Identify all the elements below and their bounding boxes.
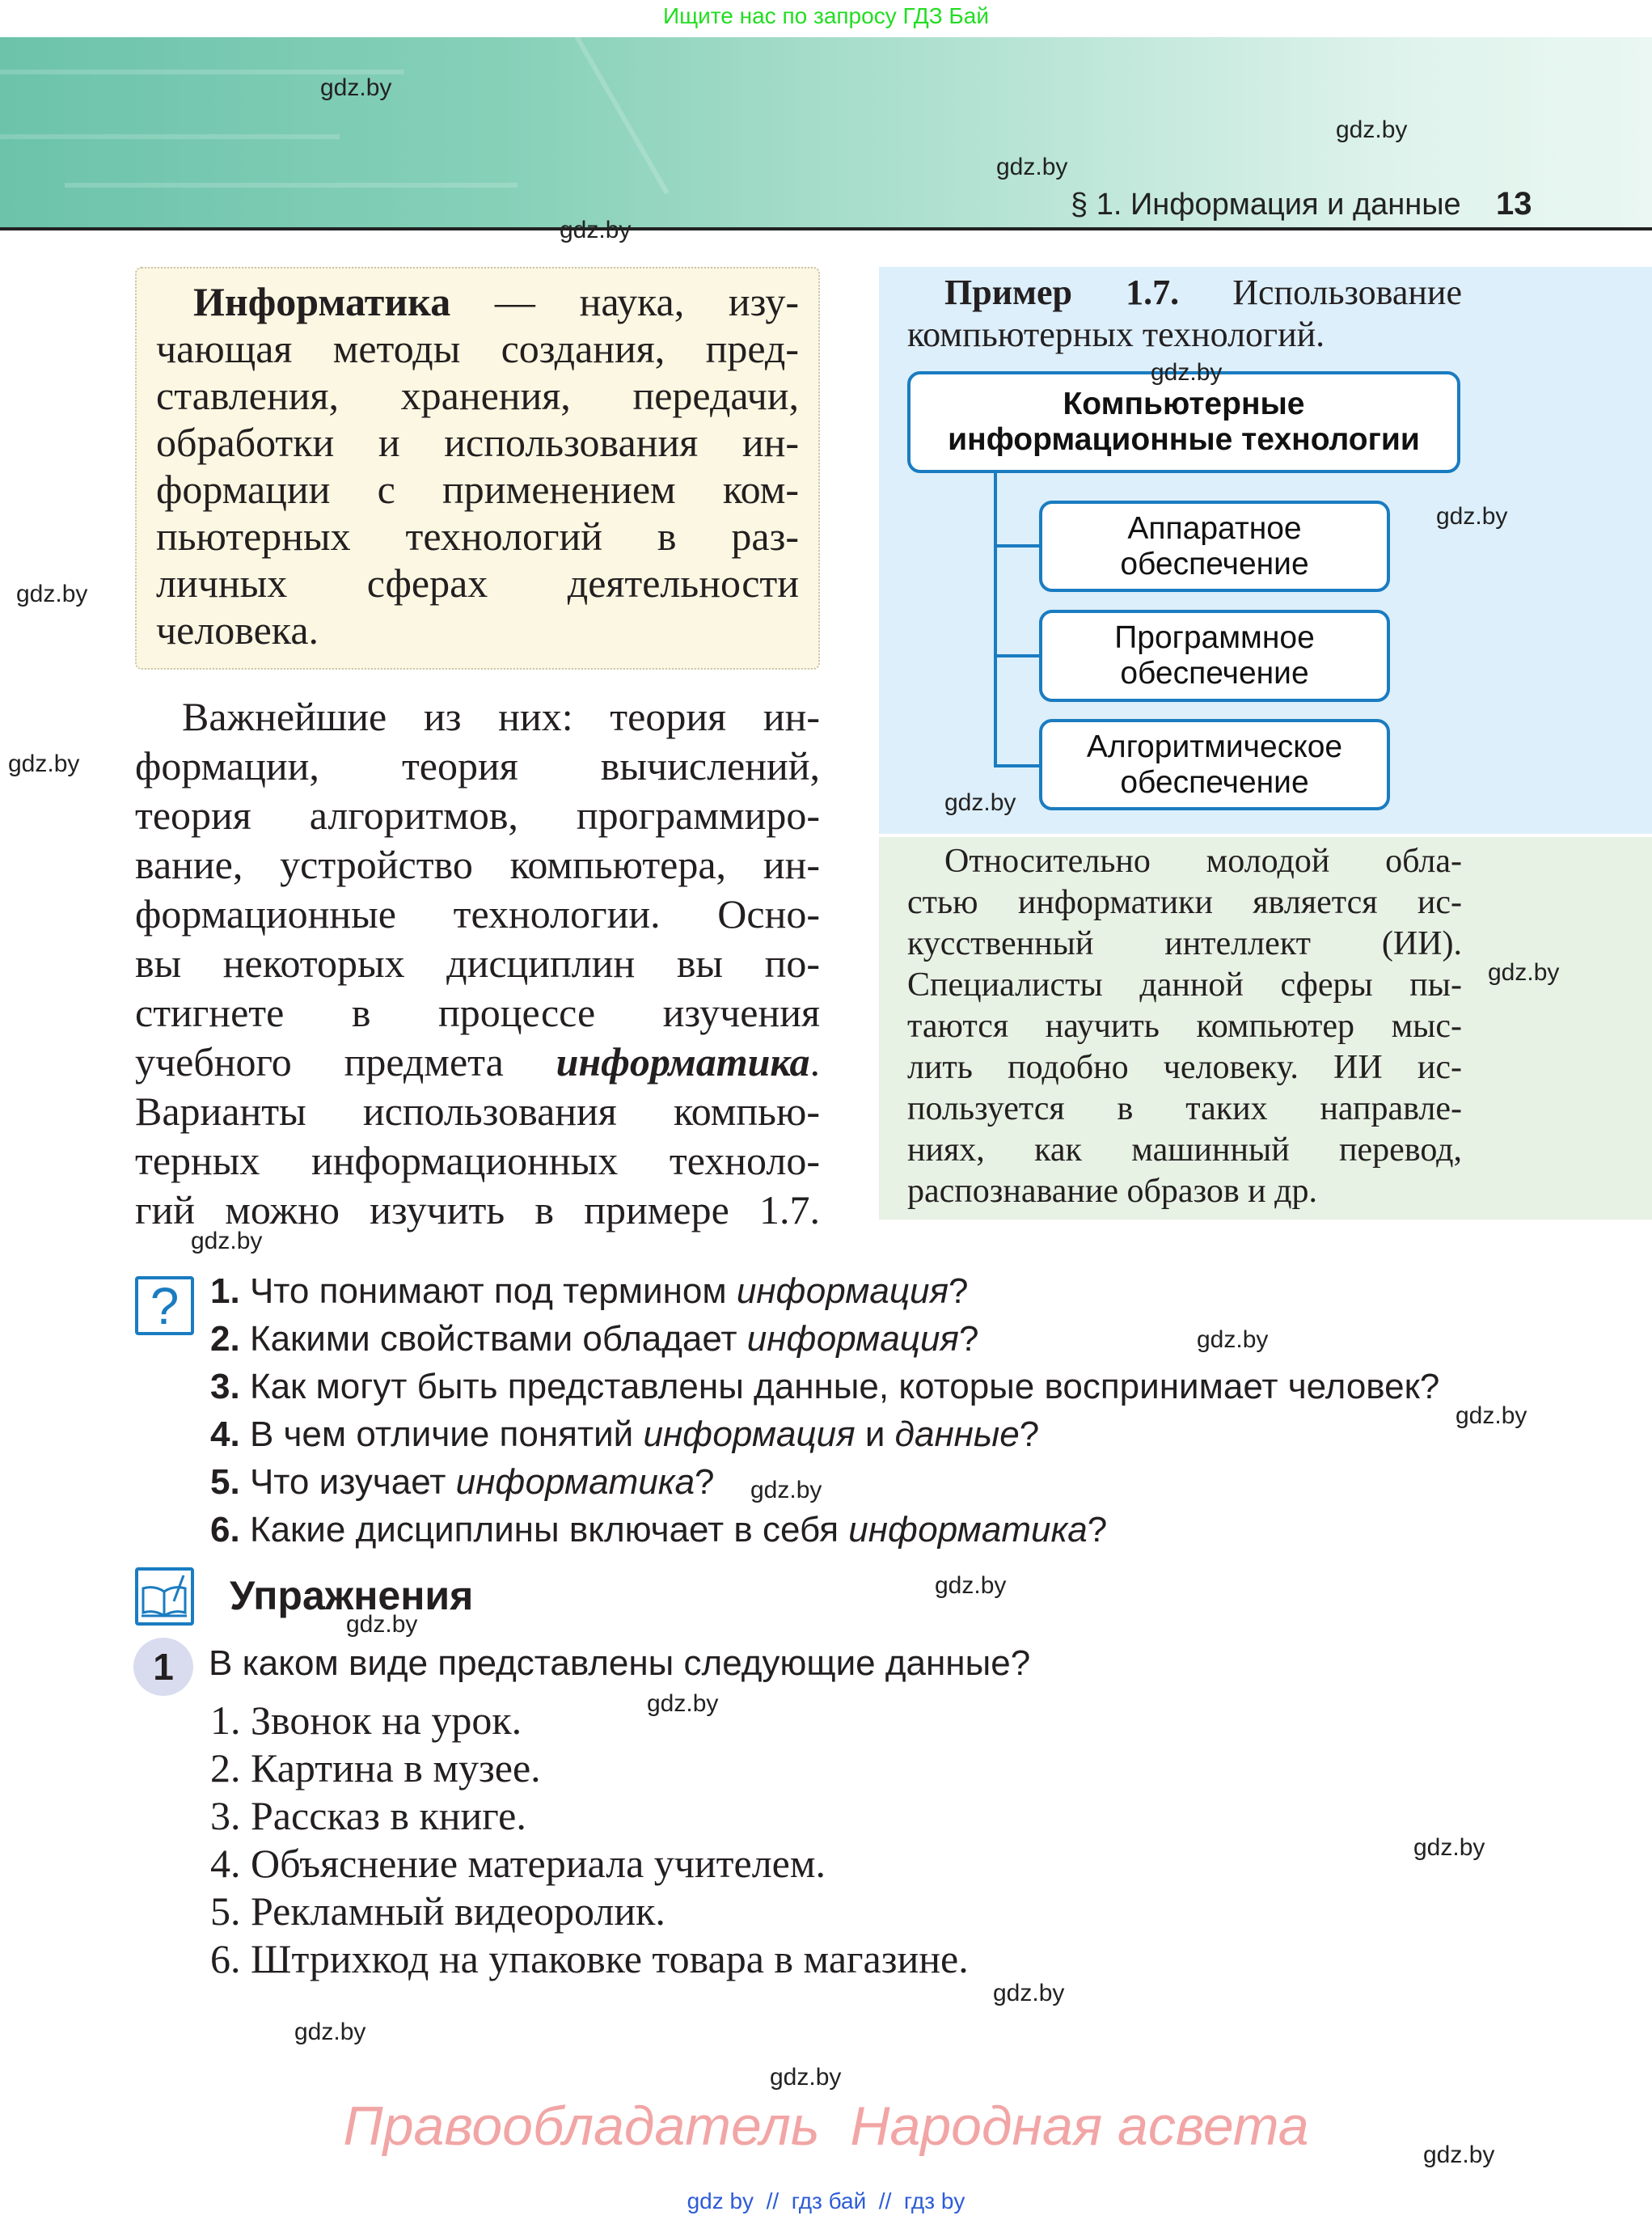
para-line: гий можно изучить в примере 1.7. bbox=[135, 1187, 820, 1233]
question-emphasis: данные bbox=[894, 1414, 1020, 1454]
question-text: Что изучает bbox=[249, 1462, 456, 1502]
question-icon: ? bbox=[135, 1276, 194, 1335]
question-text: ? bbox=[695, 1462, 715, 1502]
para-line: Варианты использования компью- bbox=[135, 1089, 820, 1134]
para-line: формации, теория вычислений, bbox=[135, 743, 820, 789]
question-number: 1. bbox=[210, 1271, 240, 1311]
para-line: вание, устройство компьютера, ин- bbox=[135, 842, 820, 887]
exercises-heading: Упражнения bbox=[230, 1573, 474, 1618]
question-emphasis: информатика bbox=[455, 1462, 695, 1502]
watermark: gdz.by bbox=[1436, 503, 1508, 530]
definition-line: чающая методы создания, пред- bbox=[156, 326, 799, 371]
question-item bbox=[210, 1271, 968, 1312]
question-number: 6. bbox=[210, 1510, 240, 1550]
question-item bbox=[210, 1462, 715, 1503]
ai-line: Относительно молодой обла- bbox=[944, 843, 1462, 880]
watermark: gdz.by bbox=[1197, 1326, 1269, 1353]
example-label: Пример 1.7. bbox=[944, 273, 1180, 312]
copyright-owner: Правообладатель Народная асвета bbox=[343, 2095, 1309, 2157]
exercise-item: 2. Картина в музее. bbox=[210, 1745, 541, 1791]
para-line: формационные технологии. Осно- bbox=[135, 891, 820, 937]
definition-line: ставления, хранения, передачи, bbox=[156, 373, 799, 418]
question-text: ? bbox=[958, 1319, 979, 1359]
watermark: gdz.by bbox=[560, 217, 632, 243]
para-line: теория алгоритмов, программиро- bbox=[135, 793, 820, 838]
ai-line: пользуется в таких направле- bbox=[907, 1090, 1462, 1127]
ai-note-text bbox=[907, 841, 1462, 1212]
body-paragraph bbox=[135, 692, 820, 1235]
exercise-question: В каком виде представлены следующие данные? bbox=[209, 1643, 1031, 1683]
diagram-connector bbox=[994, 472, 997, 767]
question-text: Что понимают под термином bbox=[249, 1271, 737, 1311]
ai-line: распознавание образов и др. bbox=[907, 1173, 1318, 1210]
watermark: gdz.by bbox=[647, 1690, 719, 1717]
question-text: ? bbox=[1019, 1414, 1040, 1454]
exercise-item: 5. Рекламный видеоролик. bbox=[210, 1888, 665, 1934]
para-line: терных информационных техноло- bbox=[135, 1138, 820, 1183]
page-number: 13 bbox=[1496, 186, 1532, 222]
para-text: учебного предмета bbox=[135, 1039, 556, 1085]
watermark: gdz.by bbox=[750, 1477, 822, 1503]
diagram-child-hardware bbox=[1039, 501, 1390, 592]
question-emphasis: информатика bbox=[848, 1510, 1088, 1550]
diagram-connector bbox=[994, 764, 1039, 767]
header-rule bbox=[0, 227, 1652, 230]
definition-line: обработки и использования ин- bbox=[156, 420, 799, 465]
watermark: gdz.by bbox=[993, 1980, 1065, 2006]
ai-line: Специалисты данной сферы пы- bbox=[907, 966, 1462, 1004]
diagram-child-line: Алгоритмическое bbox=[1086, 729, 1343, 764]
promo-note: Ищите нас по запросу ГДЗ Бай bbox=[662, 3, 990, 28]
example-title-line2: компьютерных технологий. bbox=[907, 315, 1325, 354]
question-number: 4. bbox=[210, 1414, 240, 1454]
diagram-child-software bbox=[1039, 610, 1390, 702]
ai-line: лить подобно человеку. ИИ ис- bbox=[907, 1049, 1462, 1086]
watermark: gdz.by bbox=[770, 2064, 842, 2091]
para-line: вы некоторых дисциплин вы по- bbox=[135, 941, 820, 986]
definition-box bbox=[135, 267, 820, 670]
watermark: gdz.by bbox=[1413, 1834, 1485, 1861]
diagram-root-line: информационные технологии bbox=[948, 422, 1420, 457]
definition-line: личных сферах деятельности bbox=[156, 560, 799, 606]
diagram-root-line: Компьютерные bbox=[1063, 387, 1305, 421]
question-number: 5. bbox=[210, 1462, 240, 1502]
diagram-child-line: Аппаратное bbox=[1127, 510, 1302, 546]
watermark: gdz.by bbox=[16, 581, 88, 607]
watermark: gdz.by bbox=[935, 1572, 1007, 1599]
diagram-child-algorithmic bbox=[1039, 719, 1390, 810]
watermark: gdz.by bbox=[8, 750, 80, 777]
question-emphasis: информация bbox=[746, 1319, 959, 1359]
exercise-item: 4. Объяснение материала учителем. bbox=[210, 1841, 826, 1886]
para-line: Важнейшие из них: теория ин- bbox=[182, 694, 820, 739]
para-emphasis: информатика bbox=[556, 1039, 810, 1085]
definition-line: — наука, изу- bbox=[494, 279, 800, 324]
exercise-item: 1. Звонок на урок. bbox=[210, 1698, 522, 1743]
exercise-item: 3. Рассказ в книге. bbox=[210, 1793, 526, 1838]
question-number: 3. bbox=[210, 1367, 240, 1406]
watermark: gdz.by bbox=[1456, 1402, 1527, 1429]
definition-line: пьютерных технологий в раз- bbox=[156, 514, 799, 559]
ai-line: ниях, как машинный перевод, bbox=[907, 1131, 1462, 1169]
question-text: В чем отличие понятий bbox=[249, 1414, 644, 1454]
para-text: . bbox=[809, 1039, 820, 1085]
book-pencil-icon bbox=[135, 1567, 194, 1626]
question-text: ? bbox=[1087, 1510, 1108, 1550]
diagram-connector bbox=[994, 544, 1039, 548]
ai-line: кусственный интеллект (ИИ). bbox=[907, 925, 1462, 962]
question-item bbox=[210, 1414, 1039, 1455]
definition-line: человека. bbox=[156, 607, 319, 653]
exercise-item: 6. Штрихкод на упаковке товара в магазине. bbox=[210, 1936, 969, 1981]
ai-line: таются научить компьютер мыс- bbox=[907, 1008, 1462, 1045]
question-emphasis: информация bbox=[643, 1414, 856, 1454]
question-emphasis: информация bbox=[736, 1271, 949, 1311]
watermark: gdz.by bbox=[346, 1611, 418, 1638]
para-line: стигнете в процессе изучения bbox=[135, 990, 820, 1035]
example-title bbox=[907, 272, 1462, 356]
question-text: Какими свойствами обладает bbox=[249, 1319, 747, 1359]
question-item bbox=[210, 1319, 978, 1359]
watermark: gdz.by bbox=[1423, 2142, 1495, 2168]
diagram-child-line: обеспечение bbox=[1120, 546, 1309, 581]
watermark: gdz.by bbox=[996, 154, 1068, 180]
diagram-connector bbox=[994, 654, 1039, 657]
watermark: gdz.by bbox=[1151, 359, 1223, 386]
watermark: gdz.by bbox=[1488, 959, 1560, 986]
diagram-child-line: обеспечение bbox=[1120, 764, 1309, 800]
watermark: gdz.by bbox=[320, 74, 392, 101]
exercise-number: 1 bbox=[133, 1638, 193, 1696]
watermark: gdz.by bbox=[191, 1228, 263, 1254]
watermark: gdz.by bbox=[1336, 116, 1408, 143]
definition-term: Информатика bbox=[193, 279, 451, 324]
question-item bbox=[210, 1510, 1107, 1550]
question-item bbox=[210, 1367, 1439, 1407]
diagram-child-line: обеспечение bbox=[1120, 656, 1309, 691]
question-text: Какие дисциплины включает в себя bbox=[249, 1510, 849, 1550]
diagram-child-line: Программное bbox=[1114, 620, 1315, 655]
para-line bbox=[135, 1038, 820, 1087]
section-title: § 1. Информация и данные bbox=[1071, 188, 1461, 222]
ai-line: стью информатики является ис- bbox=[907, 884, 1462, 921]
watermark: gdz.by bbox=[294, 2019, 366, 2045]
question-number: 2. bbox=[210, 1319, 240, 1359]
question-text: и bbox=[855, 1414, 895, 1454]
question-text: ? bbox=[948, 1271, 969, 1311]
example-title-text: Использование bbox=[1232, 273, 1462, 312]
footer-links[interactable]: gdz by // гдз бай // гдз by bbox=[687, 2188, 965, 2213]
definition-line: формации с применением ком- bbox=[156, 467, 799, 512]
watermark: gdz.by bbox=[944, 789, 1016, 816]
question-text: Как могут быть представлены данные, которые воспринимает человек? bbox=[249, 1367, 1440, 1406]
